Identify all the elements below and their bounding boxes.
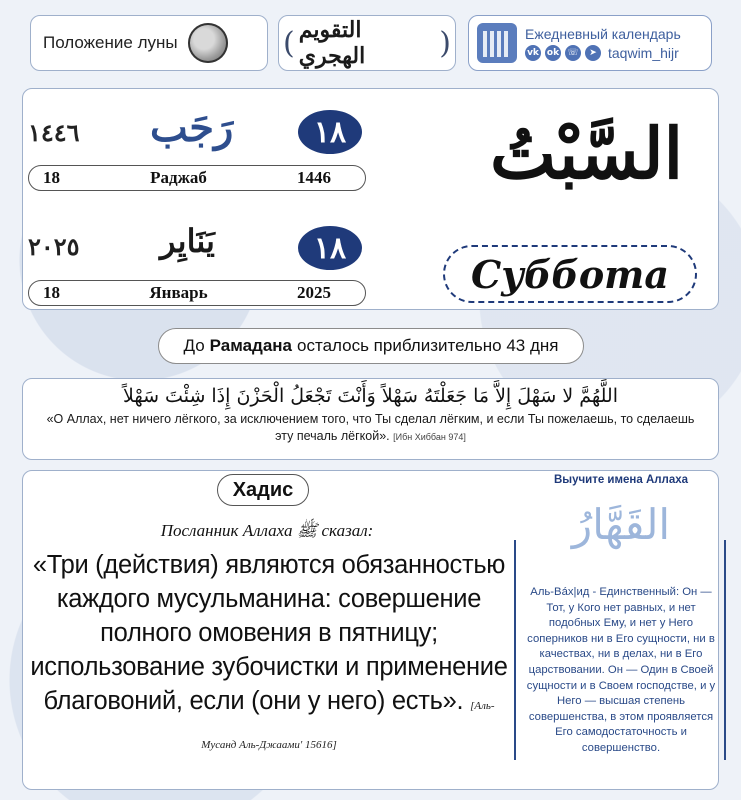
- weekday-arabic: السَّبْتُ: [490, 112, 684, 195]
- dua-panel: [22, 378, 719, 460]
- gregorian-month: Январь: [149, 283, 208, 302]
- names-of-allah-title: Выучите имена Аллаха: [553, 474, 689, 486]
- hijri-month-arabic: رَجَب: [150, 104, 234, 151]
- weekday-pill: Суббота: [443, 245, 697, 303]
- name-of-allah-arabic: القَهَّارُ: [571, 500, 671, 549]
- dua-translation: «О Аллах, нет ничего лёгкого, за исключением того, что Ты сделал лёгким, и если Ты пожелаешь, то сделаешь эту печаль лёгкой».: [46, 412, 695, 443]
- ornament-bracket-left: (: [283, 25, 295, 61]
- gregorian-month-arabic: يَنَايِر: [160, 222, 215, 260]
- ornament-bracket-right: ): [439, 25, 451, 61]
- hijri-calendar-title: التقويم الهجري: [298, 17, 366, 69]
- odnoklassniki-icon[interactable]: ok: [545, 45, 561, 61]
- hijri-day: 18: [43, 168, 60, 187]
- name-of-allah-description: Аль-Ва́х|ид - Единственный: Он — Тот, у Кого нет равных, и нет подобных Ему, и нет у Него соперников ни в Его сущности, ни в качествах, ни в делах, ни в Его царствовании. Он — Один в Своей сущности и в Своем господстве, и у Него — высшая степень совершенства, в этом проявляется Его самодостаточность и совершенство.: [526, 586, 716, 754]
- countdown-prefix: До: [183, 336, 205, 355]
- gregorian-year-arabic: ٢٠٢٥: [28, 232, 80, 261]
- gregorian-day-arabic: ١٨: [298, 226, 362, 270]
- vk-icon[interactable]: vk: [525, 45, 541, 61]
- whatsapp-icon[interactable]: ☏: [565, 45, 581, 61]
- hadith-tag: Хадис: [217, 474, 309, 506]
- hadith-text: «Три (действия) являются обязанностью каждого мусульманина: совершение полного омовения в пятницу; использование зубочистки и применение благовоний, если (они у него) есть».: [30, 551, 508, 715]
- gregorian-date-pill: [28, 280, 366, 306]
- divider-left: [514, 540, 516, 760]
- telegram-icon[interactable]: ➤: [585, 45, 601, 61]
- hijri-month: Раджаб: [150, 168, 207, 187]
- daily-calendar-box[interactable]: [468, 15, 712, 71]
- social-links: [525, 45, 681, 61]
- dua-source: [Ибн Хиббан 974]: [393, 431, 466, 442]
- divider-right: [724, 540, 726, 760]
- moon-phase-label: Положение луны: [43, 33, 178, 52]
- gregorian-day: 18: [43, 283, 60, 302]
- hijri-date-pill: [28, 165, 366, 191]
- hadith-intro: Посланник Аллаха ﷺ сказал:: [160, 521, 374, 540]
- hijri-year: 1446: [297, 168, 331, 187]
- countdown-suffix: осталось приблизительно 43 дня: [297, 336, 559, 355]
- hijri-year-arabic: ١٤٤٦: [28, 118, 80, 147]
- moon-phase-box: [30, 15, 268, 71]
- hijri-day-arabic: ١٨: [298, 110, 362, 154]
- ramadan-countdown: [158, 328, 584, 364]
- gregorian-year: 2025: [296, 283, 331, 302]
- moon-phase-icon: [188, 23, 228, 63]
- hijri-calendar-title-box: [278, 15, 456, 71]
- hadith-text-block: [30, 548, 508, 762]
- dua-translation-block: [37, 411, 704, 445]
- hadith-source: [Аль-Мусанд Аль-Джаами' 15616]: [201, 700, 495, 751]
- daily-calendar-title: Ежедневный календарь: [525, 25, 681, 42]
- calendar-icon: [477, 23, 517, 63]
- channel-handle[interactable]: taqwim_hijr: [608, 44, 679, 61]
- dua-arabic: اللَّهُمَّ لا سَهْلَ إِلاَّ مَا جَعَلْتَهُ سَهْلاً وَأَنْتَ تَجْعَلُ الْحَزْنَ إِذَا شِئْتَ سَهْلاً: [123, 385, 618, 407]
- countdown-event: Рамадана: [209, 336, 293, 355]
